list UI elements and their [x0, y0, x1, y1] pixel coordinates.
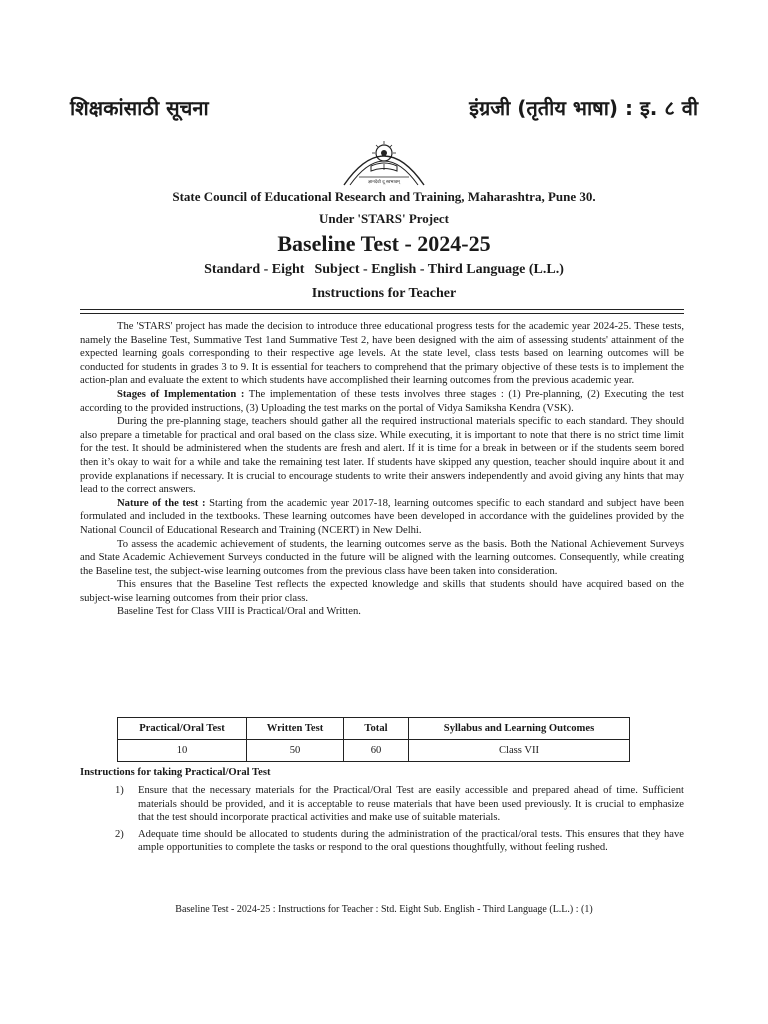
stages-text: The implementation of these tests involves three stages : (1) Pre-planning, (2) Executing the test according to the provided instructions, (3) Uploading the test marks on the portal of Vidya Samiksha Kendra (VSK).: [80, 388, 684, 414]
table-row: [118, 740, 630, 762]
table-header-row: [118, 718, 630, 740]
table-cell: 60: [344, 740, 409, 762]
table-cell: 10: [118, 740, 247, 762]
table-header: Practical/Oral Test: [118, 718, 247, 740]
scert-emblem-logo: [341, 133, 427, 187]
divider-bottom: [80, 313, 684, 314]
list-item-text: Adequate time should be allocated to students during the administration of the practical/oral tests. This ensures that they have ample opportunities to complete the tasks or respond to the oral questions thoughtfully, without feeling rushed.: [138, 828, 684, 854]
table-header: Total: [344, 718, 409, 740]
subtitle-standard: Standard - Eight: [204, 262, 305, 277]
nature-label: Nature of the test :: [117, 497, 206, 509]
instructions-body: [80, 320, 684, 619]
paragraph-intro: The 'STARS' project has made the decision to introduce three educational progress tests for the academic year 2024-25. These tests, namely the Baseline Test, Summative Test 1and Summative Test 2, have been designed with the aim of assessing students' attainment of the expected learning goals corresponding to their respective age levels. At the state level, class tests based on learning outcomes will be conducted for students in grades 3 to 9. It is essential for teachers to comprehend that the primary objective of these tests is to implement the action-plan and evaluate the extent to which students have accomplished their learning outcomes from the previous academic year.: [80, 321, 684, 387]
stages-label: Stages of Implementation :: [117, 388, 245, 400]
practical-instructions-list: [115, 784, 684, 858]
subtitle: [0, 262, 768, 278]
paragraph-ensures: This ensures that the Baseline Test reflects the expected knowledge and skills that students should have acquired based on the subject-wise learning outcomes from their prior class.: [80, 579, 684, 604]
organization-name: State Council of Educational Research and Training, Maharashtra, Pune 30.: [172, 189, 596, 204]
marathi-heading-left: शिक्षकांसाठी सूचना: [70, 96, 209, 120]
nature-text: Starting from the academic year 2017-18, learning outcomes specific to each standard and subject have been formulated and included in the textbooks. These learning outcomes have been developed in accordance with the guidelines provided by the National Council of Educational Research and Training (NCERT) in New Delhi.: [80, 497, 684, 536]
table-header: Written Test: [247, 718, 344, 740]
practical-section-heading: Instructions for taking Practical/Oral Test: [80, 767, 271, 778]
page-title: Baseline Test - 2024-25: [277, 231, 491, 256]
paragraph-preplanning: During the pre-planning stage, teachers should gather all the required instructional materials specific to each standard. They should also prepare a timetable for practical and oral based on the class size. While executing, it is important to note that there is no strict time limit for the test. It should be administered when the students are fresh and alert. If it is time for a break in between or if the students seem bored then it’s okay to wait for a while and take the remaining test later. If students have skipped any question, teacher should inquire about it and provide explanations if necessary. It is crucial to encourage students to write their answers independently and avoid giving any hints that may lead to the correct answers.: [80, 416, 684, 496]
table-header: Syllabus and Learning Outcomes: [409, 718, 630, 740]
marathi-heading-right: इंग्रजी (तृतीय भाषा) : इ. ८ वी: [469, 96, 698, 120]
paragraph-class-viii: Baseline Test for Class VIII is Practical/Oral and Written.: [117, 606, 361, 618]
subtitle-subject: Subject - English - Third Language (L.L.): [314, 262, 564, 277]
list-item-number: 1): [115, 785, 124, 796]
paragraph-assessment: To assess the academic achievement of students, the learning outcomes serve as the basis. Both the National Achievement Surveys and State Academic Achievement Surveys conducted in the future will be aligned with the learning outcomes. Consequently, while creating the Baseline test, the subject-wise learning outcomes from the previous class have been taken into consideration.: [80, 538, 684, 577]
table-cell: Class VII: [409, 740, 630, 762]
list-item: [115, 784, 684, 825]
list-item: [115, 828, 684, 855]
project-name: Under 'STARS' Project: [319, 211, 449, 226]
list-item-text: Ensure that the necessary materials for the Practical/Oral Test are easily accessible and prepared ahead of time. Sufficient materials should be provided, and it is acceptable to reuse materials that have been used previously. It is crucial to emphasize that the test should incorporate practical activities and make use of suitable materials.: [138, 785, 684, 824]
page-footer: Baseline Test - 2024-25 : Instructions for Teacher : Std. Eight Sub. English - Third Language (L.L.) : (1): [175, 904, 593, 915]
paragraph-stages: [80, 388, 684, 415]
table-cell: 50: [247, 740, 344, 762]
list-item-number: 2): [115, 828, 124, 840]
marks-table: [117, 717, 630, 762]
paragraph-nature: [80, 497, 684, 538]
instructions-heading: Instructions for Teacher: [311, 286, 457, 301]
emblem-motto: ज्ञानदेवो दू स्वभावम्: [368, 180, 400, 185]
divider-top: [80, 309, 684, 310]
